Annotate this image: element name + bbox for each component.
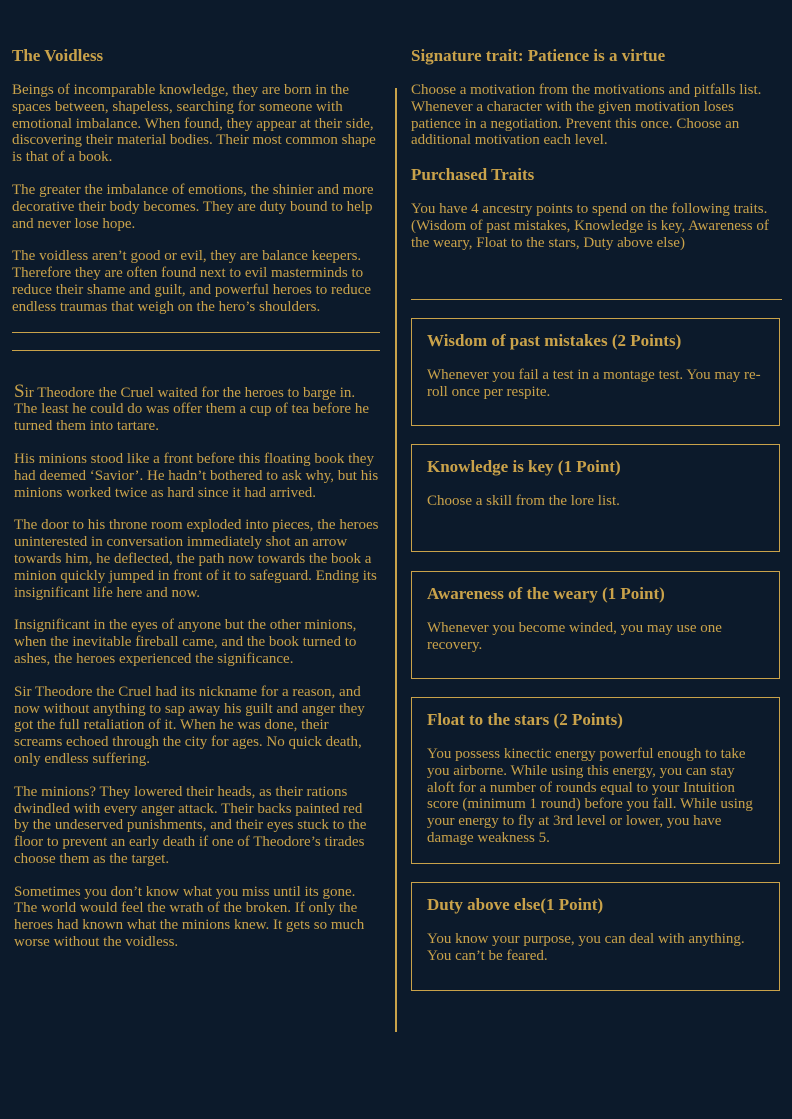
trait-title: Knowledge is key (1 Point) (427, 457, 621, 476)
story-paragraph: The minions? They lowered their heads, as their rations dwindled with every anger attack. Their backs painted red by the undeserved punishments, and their eyes stuck to the floor to prevent an early death if one of Theodore’s tirades choose them as the target. (14, 783, 367, 867)
trait-box-wisdom (411, 318, 780, 426)
trait-text: You know your purpose, you can deal with anything. You can’t be feared. (427, 931, 745, 964)
trait-title: Awareness of the weary (1 Point) (427, 584, 665, 603)
divider-line (12, 332, 380, 333)
ancestry-title: The Voidless (12, 46, 104, 65)
divider-line (411, 299, 782, 300)
purchased-traits-text: You have 4 ancestry points to spend on the following traits.(Wisdom of past mistakes, Knowledge is key, Awareness of the weary, Float to the stars, Duty above else) (411, 201, 769, 251)
intro-paragraph: Beings of incomparable knowledge, they are born in the spaces between, shapeless, searching for someone with emotional imbalance. When found, they appear at their side, discovering their material bodies. Their most common shape is that of a book. (12, 82, 376, 166)
divider-line (12, 350, 380, 351)
story-paragraph (14, 380, 380, 435)
trait-box-knowledge (411, 444, 780, 552)
story-paragraph: His minions stood like a front before this floating book they had deemed ‘Savior’. He hadn’t bothered to ask why, but his minions worked twice as hard since it had arrived. (14, 450, 379, 501)
right-column (411, 44, 782, 964)
trait-text: Whenever you fail a test in a montage test. You may re-roll once per respite. (427, 367, 761, 400)
drop-cap: S (14, 380, 25, 402)
trait-box-float (411, 697, 780, 864)
story-paragraph: Sir Theodore the Cruel had its nickname for a reason, and now without anything to sap away his guilt and anger they got the full retaliation of it. When he was done, their screams echoed through the city for ages. No quick death, only endless suffering. (14, 683, 365, 767)
story-paragraph: The door to his throne room exploded into pieces, the heroes uninterested in conversation immediately shot an arrow towards him, he deflected, the path now towards the book a minion quickly jumped in front of it to safeguard. Ending its insignificant life here and now. (14, 517, 379, 601)
purchased-traits-title: Purchased Traits (411, 165, 535, 185)
intro-paragraph: The greater the imbalance of emotions, the shinier and more decorative their body becomes. They are duty bound to help and never lose hope. (12, 181, 374, 232)
left-column (12, 44, 380, 967)
signature-trait-title: Signature trait: Patience is a virtue (411, 46, 666, 65)
column-divider (395, 88, 397, 1032)
trait-text: Choose a skill from the lore list. (427, 493, 620, 509)
story-first-text: ir Theodore the Cruel waited for the heroes to barge in. The least he could do was offer them a cup of tea before he turned them into tartare. (14, 384, 369, 435)
story-section (12, 380, 380, 951)
trait-text: You possess kinectic energy powerful enough to take you airborne. While using this energy, you can stay aloft for a number of rounds equal to your Intuition score (minimum 1 round) before you fall. While using your energy to fly at 3rd level or lower, you have damage weakness 5. (427, 746, 753, 846)
trait-box-awareness (411, 571, 780, 679)
trait-box-duty (411, 882, 780, 991)
trait-title: Duty above else(1 Point) (427, 895, 604, 914)
story-paragraph: Sometimes you don’t know what you miss until its gone. The world would feel the wrath of the broken. If only the heroes had known what the minions knew. It gets so much worse without the voidless. (14, 883, 365, 951)
story-paragraph: Insignificant in the eyes of anyone but the other minions, when the inevitable fireball came, and the book turned to ashes, the heroes experienced the significance. (14, 617, 357, 667)
trait-title: Wisdom of past mistakes (2 Points) (427, 331, 682, 350)
trait-text: Whenever you become winded, you may use one recovery. (427, 620, 722, 653)
trait-title: Float to the stars (2 Points) (427, 710, 623, 729)
intro-paragraph: The voidless aren’t good or evil, they are balance keepers. Therefore they are often found next to evil masterminds to reduce their shame and guilt, and powerful heroes to reduce endless traumas that weigh on the hero’s shoulders. (12, 248, 372, 315)
signature-trait-text: Choose a motivation from the motivations and pitfalls list. Whenever a character with the given motivation loses patience in a negotiation. Prevent this once. Choose an additional motivation each level. (411, 82, 762, 149)
intro-section (12, 82, 380, 316)
